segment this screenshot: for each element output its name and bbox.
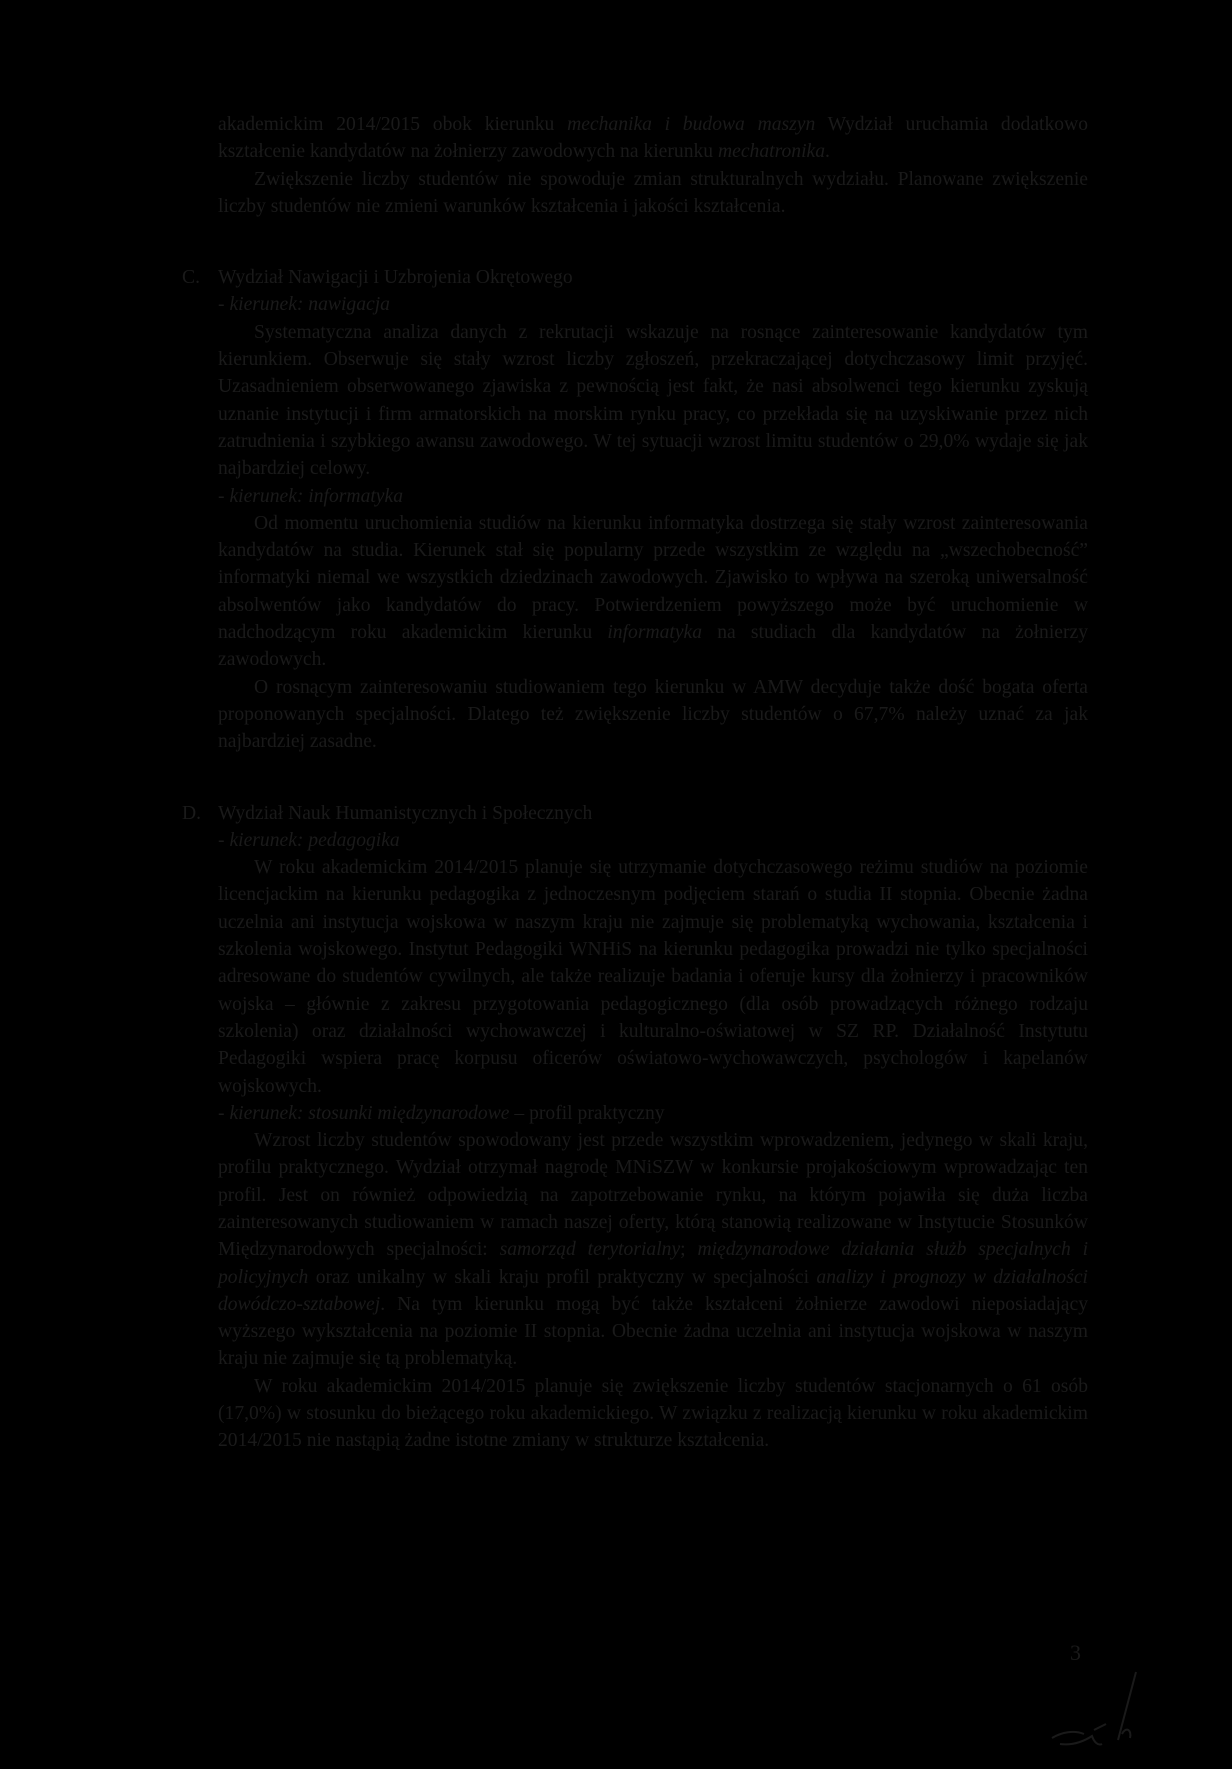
section-d-stosunki-text-2: W roku akademickim 2014/2015 planuje się zwiększenie liczby studentów stacjonarnych o 61 osób (17,0%) w stosunku do bieżącego roku akademickiego. W związku z realizacją kierunku w roku akademickim 2014/2015 nie nastąpią żadne istotne zmiany w strukturze kształcenia. xyxy=(218,1375,1088,1452)
section-d-stosunki-text: Wzrost liczby studentów spowodowany jest przede wszystkim wprowadzeniem, jedynego w skali kraju, profilu praktycznego. Wydział otrzymał nagrodę MNiSZW w konkursie projakościowym wprowadzając ten profil. Jest on również odpowiedzią na zapotrzebowanie rynku, na którym pojawiła się duża liczba zainteresowanych studiowaniem w ramach naszej oferty, którą stanowią realizowane w Instytucie Stosunków Międzynarodowych specjalności: samorząd terytorialny; międzynarodowe działania służb specjalnych i policyjnych oraz unikalny w skali kraju profil praktyczny w specjalności analizy i prognozy w działalności dowódczo-sztabowej. Na tym kierunku mogą być także kształceni żołnierze zawodowi nieposiadający wyższego wykształcenia na poziomie II stopnia. Obecnie żadna uczelnia ani instytucja wojskowa w naszym kraju nie zajmuje się tą problematyką. xyxy=(218,1130,1089,1370)
section-c-subheading-informatyka: - kierunek: informatyka xyxy=(218,485,403,507)
page-number: 3 xyxy=(1070,1640,1081,1665)
section-d-letter: D. xyxy=(182,802,202,824)
paragraph-intro: akademickim 2014/2015 obok kierunku mechanika i budowa maszyn Wydział uruchamia dodatkowo kształcenie kandydatów na żołnierzy zawodowych na kierunku mechatronika. xyxy=(218,114,1089,163)
section-d-subheading-stosunki: - kierunek: stosunki międzynarodowe – profil praktyczny xyxy=(218,1102,665,1124)
section-d-pedagogika-text: W roku akademickim 2014/2015 planuje się utrzymanie dotychczasowego reżimu studiów na poziomie licencjackim na kierunku pedagogika z jednoczesnym podjęciem starań o studia II stopnia. Obecnie żadna uczelnia ani instytucja wojskowa w naszym kraju nie zajmuje się problematyką wychowania, kształcenia i szkolenia wojskowego. Instytut Pedagogiki WNHiS na kierunku pedagogika prowadzi nie tylko specjalności adresowane do studentów cywilnych, ale także realizuje badania i oferuje kursy dla żołnierzy i pracowników wojska – głównie z zakresu przygotowania pedagogicznego (dla osób prowadzących różnego rodzaju szkolenia) oraz działalności wychowawczej i kulturalno-oświatowej w SZ RP. Działalność Instytutu Pedagogiki wspiera pracę korpusu oficerów oświatowo-wychowawczych, psychologów i kapelanów wojskowych. xyxy=(218,857,1088,1097)
italic-mechatronika: mechatronika xyxy=(718,141,826,163)
section-d-heading xyxy=(182,800,1088,827)
section-c-subheading-nawigacja: - kierunek: nawigacja xyxy=(218,294,390,316)
section-c-informatyka-text: Od momentu uruchomienia studiów na kierunku informatyka dostrzega się stały wzrost zainteresowania kandydatów na studia. Kierunek stał się popularny przede wszystkim ze względu na „wszechobecność” informatyki niemal we wszystkich dziedzinach zawodowych. Zjawisko to wpływa na szeroką uniwersalność absolwentów jako kandydatów do pracy. Potwierdzeniem powyższego może być uruchomienie w nadchodzącym roku akademickim kierunku informatyka na studiach dla kandydatów na żołnierzy zawodowych. xyxy=(218,512,1088,671)
signature-icon xyxy=(1040,1660,1190,1760)
paragraph-zwiekszenie: Zwiększenie liczby studentów nie spowoduje zmian strukturalnych wydziału. Planowane zwiększenie liczby studentów nie zmieni warunków kształcenia i jakości kształcenia. xyxy=(218,168,1088,217)
section-c-informatyka-text-2: O rosnącym zainteresowaniu studiowaniem tego kierunku w AMW decyduje także dość bogata oferta proponowanych specjalności. Dlatego też zwiększenie liczby studentów o 67,7% należy uznać za jak najbardziej zasadne. xyxy=(218,676,1088,753)
italic-mechanika: mechanika i budowa maszyn xyxy=(567,114,816,135)
section-c-nawigacja-text: Systematyczna analiza danych z rekrutacji wskazuje na rosnące zainteresowanie kandydatów tym kierunkiem. Obserwuje się stały wzrost liczby zgłoszeń, przekraczającej dotychczasowy limit przyjęć. Uzasadnieniem obserwowanego zjawiska z pewnością jest fakt, że nasi absolwenci tego kierunku zyskują uznanie instytucji i firm armatorskich na morskim rynku pracy, co przekłada się na uzyskiwanie przez nich zatrudnienia i szybkiego awansu zawodowego. W tej sytuacji wzrost limitu studentów o 29,0% wydaje się jak najbardziej celowy. xyxy=(218,321,1088,480)
section-c-heading xyxy=(182,264,1088,291)
section-c-title: Wydział Nawigacji i Uzbrojenia Okrętowego xyxy=(218,267,573,289)
section-c-letter: C. xyxy=(182,267,200,289)
section-d-title: Wydział Nauk Humanistycznych i Społecznych xyxy=(218,802,593,824)
section-d-subheading-pedagogika: - kierunek: pedagogika xyxy=(218,829,400,851)
document-body xyxy=(182,111,1089,1455)
